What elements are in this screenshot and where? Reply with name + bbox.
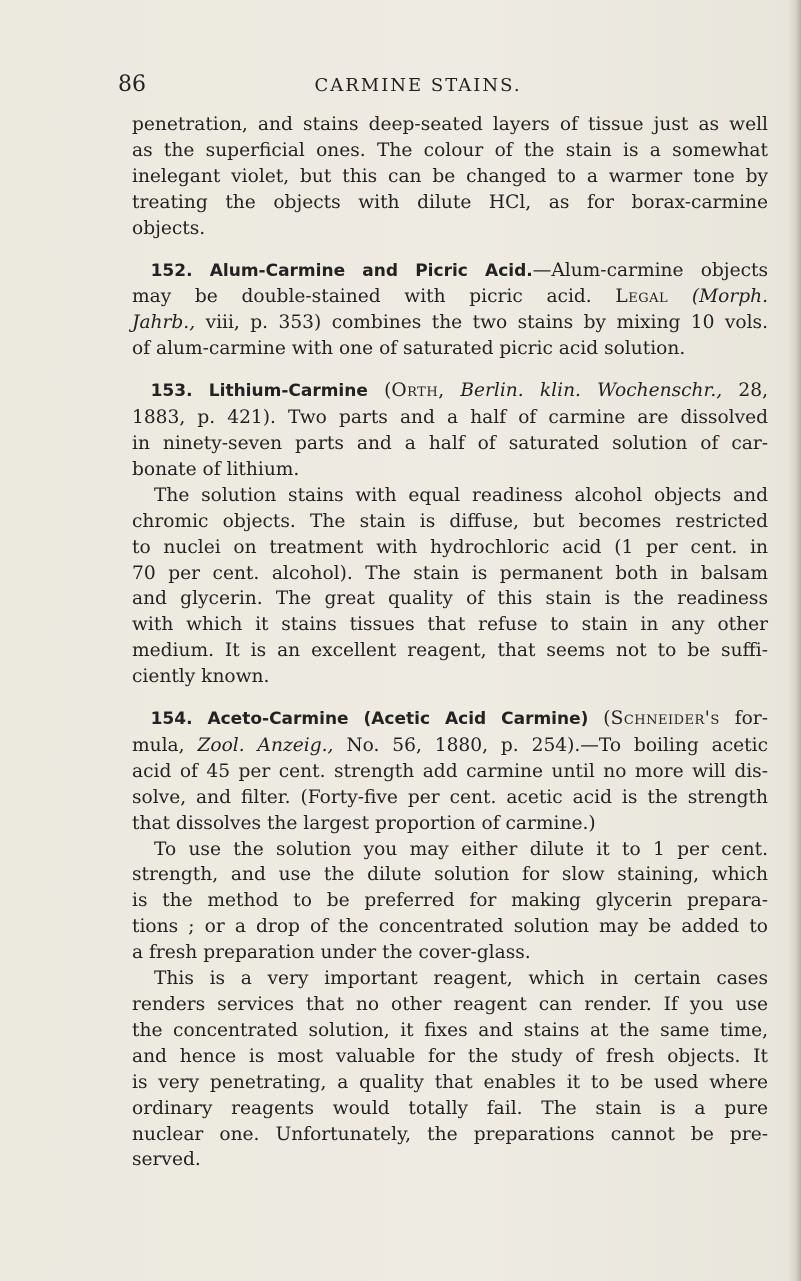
page-header	[118, 72, 718, 102]
text-line	[132, 378, 768, 405]
text-line: treating the objects with dilute HCl, as for borax-carmine	[132, 191, 768, 213]
text-line: solve, and filter. (Forty-five per cent. acetic acid is the strength	[132, 786, 768, 808]
text-line: that dissolves the largest proportion of carmine.)	[132, 812, 596, 834]
text-run: for-	[719, 708, 768, 730]
text-line: This is a very important reagent, which in certain cases	[154, 968, 768, 990]
page-edge-shadow	[787, 0, 801, 1281]
text-line	[132, 284, 768, 310]
text-line: bonate of lithium.	[132, 458, 300, 480]
text-run: may be double-stained with picric acid.	[132, 286, 616, 308]
text-line: and glycerin. The great quality of this stain is the readiness	[132, 588, 768, 610]
citation: Zool. Anzeig.,	[197, 734, 334, 756]
text-line: inelegant violet, but this can be changed to a warmer tone by	[132, 165, 768, 187]
text-run: (	[367, 380, 392, 402]
text-line: with which it stains tissues that refuse to stain in any other	[132, 614, 768, 636]
citation: Berlin. klin. Wochenschr.,	[460, 380, 723, 402]
section-154	[132, 706, 768, 1173]
text-line: acid of 45 per cent. strength add carmine until no more will dis-	[132, 760, 768, 782]
text-run: 28,	[722, 380, 769, 402]
author-name: Schneider's	[610, 708, 720, 730]
section-152	[132, 258, 768, 363]
text-line: and hence is most valuable for the study of fresh objects. It	[132, 1045, 768, 1067]
text-line: the concentrated solution, it fixes and stains at the same time,	[132, 1019, 768, 1041]
section-heading: Lithium-Carmine	[208, 381, 368, 402]
text-run: ,	[438, 380, 461, 402]
text-line: objects.	[132, 217, 206, 239]
text-line: To use the solution you may either dilute it to 1 per cent.	[154, 838, 768, 860]
text-line: nuclear one. Unfortunately, the preparations cannot be pre-	[132, 1123, 768, 1145]
text-line: penetration, and stains deep-seated layers of tissue just as well	[132, 114, 768, 135]
text-line: a fresh preparation under the cover-glass.	[132, 942, 531, 964]
author-name: Legal	[615, 286, 669, 308]
text-line: served.	[132, 1149, 201, 1171]
text-line: renders services that no other reagent can render. If you use	[132, 994, 768, 1015]
text-run: mula,	[132, 734, 198, 756]
paragraph-continuation	[132, 112, 768, 242]
section-number: 153.	[150, 381, 193, 402]
text-line: of alum-carmine with one of saturated picric acid solution.	[132, 338, 686, 360]
text-line: is the method to be preferred for making glycerin prepara-	[132, 890, 768, 912]
text-line: as the superficial ones. The colour of the stain is a somewhat	[132, 139, 768, 161]
text-line: strength, and use the dilute solution for slow staining, which	[132, 864, 768, 886]
text-line: The solution stains with equal readiness alcohol objects and	[154, 484, 768, 506]
text-line	[132, 733, 768, 759]
text-run: No. 56, 1880, p. 254).—To boiling acetic	[333, 734, 768, 756]
text-line: chromic objects. The stain is diffuse, but becomes restricted	[132, 510, 768, 532]
text-line: in ninety-seven parts and a half of saturated solution of car-	[132, 432, 768, 454]
text-line: 1883, p. 421). Two parts and a half of carmine are dissolved	[132, 407, 768, 429]
text-line: is very penetrating, a quality that enables it to be used where	[132, 1071, 768, 1093]
text-run: —Alum-carmine objects	[532, 259, 769, 281]
running-head: CARMINE STAINS.	[314, 75, 522, 96]
text-line: to nuclei on treatment with hydrochloric acid (1 per cent. in	[132, 536, 768, 558]
citation: Jahrb.,	[132, 312, 196, 334]
section-heading: Aceto-Carmine (Acetic Acid Carmine)	[207, 709, 589, 730]
section-number: 154.	[150, 709, 193, 730]
text-line: ordinary reagents would totally fail. The stain is a pure	[132, 1097, 768, 1119]
text-line	[132, 310, 768, 336]
text-line	[132, 706, 768, 733]
page-body	[132, 112, 768, 1173]
citation: (Morph.	[691, 286, 768, 308]
section-153	[132, 378, 768, 690]
text-run: viii, p. 353) combines the two stains by mixing 10 vols.	[195, 312, 768, 334]
section-number: 152.	[150, 260, 193, 281]
author-name: Orth	[391, 380, 439, 402]
text-line: 70 per cent. alcohol). The stain is permanent both in balsam	[132, 562, 768, 584]
text-line	[132, 258, 768, 285]
text-run: (	[588, 708, 611, 730]
text-line: medium. It is an excellent reagent, that seems not to be suffi-	[132, 640, 768, 662]
text-line: tions ; or a drop of the concentrated solution may be added to	[132, 916, 768, 938]
page-number: 86	[118, 72, 146, 97]
section-heading: Alum-Carmine and Picric Acid.	[209, 260, 533, 281]
text-line: ciently known.	[132, 666, 270, 688]
